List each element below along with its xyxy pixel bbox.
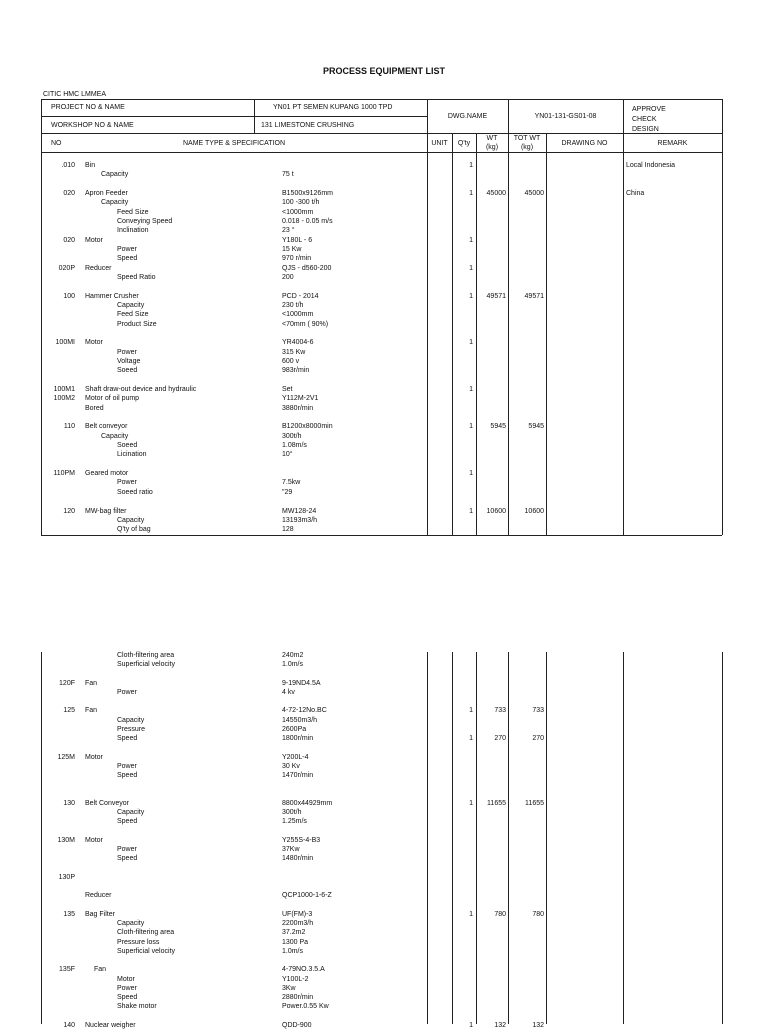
table-row	[0, 348, 768, 357]
item-spec: QCP1000-1-6-Z	[282, 892, 332, 900]
col-no: NO	[51, 140, 62, 147]
item-spec: 1300 Pa	[282, 938, 309, 946]
item-spec: 7.5kw	[282, 479, 301, 487]
item-spec: 37Kw	[282, 846, 300, 854]
item-qty: 1	[469, 707, 473, 715]
item-spec: "29	[282, 488, 293, 496]
dwg-number: YN01-131-GS01-08	[534, 113, 597, 120]
table-row	[0, 771, 768, 780]
project-value: YN01 PT SEMEN KUPANG 1000 TPD	[273, 104, 393, 111]
col-remark: REMARK	[657, 140, 688, 147]
table-row	[0, 310, 768, 319]
table-row	[0, 845, 768, 854]
item-spec: 128	[282, 526, 294, 534]
table-row	[0, 679, 768, 688]
item-name: Cloth-filtering area	[117, 929, 175, 937]
item-qty: 1	[469, 1021, 473, 1029]
item-weight: 5945	[490, 423, 506, 431]
item-name: Fan	[85, 707, 98, 715]
item-name: Fan	[94, 966, 107, 974]
item-no: 100	[63, 292, 75, 300]
item-name: Feed Size	[117, 311, 149, 319]
item-name: MW-bag filter	[85, 507, 127, 515]
item-no: 100M1	[53, 386, 75, 393]
item-qty: 1	[469, 339, 473, 347]
item-spec: 2600Pa	[282, 726, 307, 733]
item-spec: Y180L - 6	[282, 236, 313, 244]
item-spec: Power.0.55 Kw	[282, 1003, 329, 1011]
item-spec: 9-19ND4.5A	[282, 679, 321, 687]
item-spec: QJS - d560-200	[282, 264, 332, 272]
col-drawing-no: DRAWING NO	[561, 140, 608, 147]
item-name: Nuclear weigher	[85, 1021, 136, 1029]
item-spec: 1470r/min	[282, 772, 314, 780]
item-name: Soeed	[117, 367, 138, 375]
item-spec: PCD - 2014	[282, 292, 319, 300]
item-qty: 1	[469, 162, 473, 169]
item-name: Apron Feeder	[85, 190, 128, 198]
table-row	[0, 938, 768, 947]
table-row	[0, 264, 768, 273]
col-qty: Q'ty	[457, 140, 471, 147]
col-totwt: TOT WT	[513, 135, 541, 142]
table-row	[0, 660, 768, 669]
item-spec: 1.0m/s	[282, 947, 304, 955]
item-spec: 75 t	[282, 171, 294, 179]
item-total-weight: 5945	[528, 423, 544, 431]
table-row	[0, 706, 768, 715]
table-row	[0, 254, 768, 263]
item-spec: 37.2m2	[282, 929, 306, 937]
item-total-weight: 10600	[524, 507, 544, 515]
item-total-weight: 45000	[524, 190, 544, 198]
item-spec: 200	[282, 273, 294, 281]
table-row	[0, 301, 768, 310]
item-spec: 4 kv	[282, 689, 295, 696]
item-name: Capacity	[101, 432, 129, 440]
item-name: Power	[117, 984, 137, 992]
item-name: Reducer	[85, 892, 112, 900]
table-row	[0, 469, 768, 478]
item-spec: <1000mm	[282, 208, 314, 216]
table-row	[0, 817, 768, 826]
item-no: 110PM	[53, 470, 75, 478]
item-no: 100M2	[53, 395, 75, 403]
item-spec: QDD-900	[282, 1021, 312, 1029]
item-spec: 240m2	[282, 652, 304, 659]
item-spec: Y255S-4-B3	[282, 836, 321, 844]
item-qty: 1	[469, 735, 473, 743]
item-spec: 13193m3/h	[282, 516, 318, 524]
table-row	[0, 422, 768, 431]
item-spec: B1200x8000min	[282, 423, 333, 431]
item-spec: 2880r/min	[282, 994, 314, 1002]
workshop-label: WORKSHOP NO & NAME	[51, 122, 134, 129]
item-name: Cloth-filtering area	[117, 652, 175, 659]
item-total-weight: 270	[532, 735, 544, 743]
item-total-weight: 49571	[524, 292, 544, 300]
item-spec: 1480r/min	[282, 855, 314, 863]
item-qty: 1	[469, 236, 473, 244]
item-name: Bored	[85, 404, 104, 412]
item-no: 135	[63, 910, 75, 918]
item-spec: 10°	[282, 451, 293, 459]
table-row	[0, 488, 768, 497]
item-spec: Set	[282, 386, 293, 393]
col-totwt-unit: (kg)	[520, 144, 534, 151]
project-label: PROJECT NO & NAME	[51, 104, 125, 111]
item-spec: YR4004-6	[282, 339, 314, 347]
item-spec: Y112M-2V1	[282, 395, 319, 403]
item-name: Motor of oil pump	[85, 395, 140, 403]
item-no: 125M	[57, 753, 75, 761]
item-qty: 1	[469, 507, 473, 515]
item-name: Hammer Crusher	[85, 292, 139, 300]
item-weight: 45000	[486, 190, 506, 198]
item-name: Speed	[117, 772, 138, 780]
item-name: Speed	[117, 994, 138, 1002]
item-name: Power	[117, 689, 137, 696]
item-name: Capacity	[117, 919, 145, 927]
table-row	[0, 357, 768, 366]
item-spec: B1500x9126mm	[282, 190, 333, 198]
table-row	[0, 245, 768, 254]
item-spec: 23 °	[282, 227, 295, 235]
table-row	[0, 161, 768, 170]
item-name: Geared motor	[85, 470, 129, 478]
item-spec: 1.0m/s	[282, 661, 304, 669]
item-spec: 1.08m/s	[282, 442, 307, 449]
table-row	[0, 385, 768, 394]
item-no: 130M	[57, 836, 75, 844]
item-name: Motor	[85, 339, 103, 347]
item-name: Motor	[85, 753, 103, 761]
table-row	[0, 716, 768, 725]
item-name: Speed	[117, 735, 138, 743]
item-weight: 11655	[487, 799, 506, 807]
table-row	[0, 762, 768, 771]
table-row	[0, 919, 768, 928]
item-spec: 600 v	[282, 357, 300, 365]
item-name: Speed Ratio	[117, 273, 156, 281]
item-spec: 315 Kw	[282, 348, 306, 356]
item-qty: 1	[469, 423, 473, 431]
table-row	[0, 836, 768, 845]
item-spec: 100 -300 t/h	[282, 199, 320, 207]
item-spec: 1800r/min	[282, 735, 314, 743]
item-name: Voltage	[117, 357, 141, 365]
table-row	[0, 753, 768, 762]
table-row	[0, 516, 768, 525]
item-spec: 4-79NO.3.5.A	[282, 966, 325, 974]
item-name: Inclination	[117, 227, 149, 235]
item-name: Pressure loss	[117, 938, 160, 946]
item-total-weight: 11655	[525, 799, 544, 807]
item-no: 130	[63, 799, 75, 807]
item-total-weight: 780	[532, 910, 544, 918]
table-row	[0, 854, 768, 863]
item-name: Speed	[117, 255, 138, 263]
item-name: Power	[117, 763, 137, 770]
col-unit: UNIT	[431, 140, 448, 147]
item-spec: 2200m3/h	[282, 919, 314, 927]
table-row	[0, 928, 768, 937]
item-spec: <1000mm	[282, 311, 314, 319]
table-row	[0, 993, 768, 1002]
item-name: Power	[117, 348, 137, 356]
check-label: CHECK	[632, 116, 657, 123]
workshop-value: 131 LIMESTONE CRUSHING	[261, 122, 355, 129]
item-name: Reducer	[85, 264, 112, 272]
item-name: Capacity	[117, 716, 145, 724]
table-row	[0, 651, 768, 660]
table-row	[0, 441, 768, 450]
item-name: Capacity	[117, 809, 145, 817]
table-row	[0, 975, 768, 984]
table-row	[0, 292, 768, 301]
item-name: Belt conveyor	[85, 423, 128, 431]
item-qty: 1	[469, 910, 473, 918]
item-name: Capacity	[117, 301, 145, 309]
table-row	[0, 208, 768, 217]
item-spec: 8800x44929mm	[282, 799, 333, 807]
table-row	[0, 1002, 768, 1011]
item-spec: 983r/min	[282, 367, 310, 375]
item-no: 020	[63, 190, 75, 198]
table-row	[0, 394, 768, 403]
item-name: Shake motor	[117, 1003, 157, 1011]
table-row	[0, 873, 768, 882]
item-spec: 230 t/h	[282, 301, 304, 309]
item-weight: 733	[494, 707, 506, 715]
page-title: PROCESS EQUIPMENT LIST	[322, 66, 445, 76]
item-spec: 970 r/min	[282, 255, 312, 263]
table-row	[0, 507, 768, 516]
item-name: Feed Size	[117, 208, 149, 216]
item-spec: 300t/h	[282, 432, 302, 440]
item-name: Shaft draw-out device and hydraulic	[85, 386, 197, 393]
item-spec: 0.018 - 0.05 m/s	[282, 218, 333, 225]
item-name: Motor	[117, 975, 135, 983]
table-row	[0, 984, 768, 993]
table-row	[0, 734, 768, 743]
table-row	[0, 478, 768, 487]
item-spec: 1.25m/s	[282, 818, 307, 826]
table-row	[0, 688, 768, 697]
item-name: Motor	[85, 836, 103, 844]
item-no: 125	[63, 707, 75, 715]
item-no: 110	[63, 423, 75, 431]
item-no: 140	[63, 1021, 75, 1029]
col-wt: WT	[486, 135, 498, 142]
table-row	[0, 450, 768, 459]
item-name: Superficial velocity	[117, 947, 175, 955]
dwg-name-label: DWG.NAME	[447, 113, 488, 120]
item-weight: 270	[494, 735, 506, 743]
item-name: Motor	[85, 236, 103, 244]
item-spec: 300t/h	[282, 809, 302, 817]
item-name: Power	[117, 245, 137, 253]
item-qty: 1	[469, 190, 473, 198]
item-weight: 132	[494, 1021, 506, 1029]
item-weight: 780	[494, 910, 506, 918]
table-row	[0, 725, 768, 734]
table-row	[0, 965, 768, 974]
item-qty: 1	[469, 799, 473, 807]
item-name: Speed	[117, 855, 138, 863]
item-no: 020P	[58, 264, 75, 272]
table-row	[0, 910, 768, 919]
col-wt-unit: (kg)	[485, 144, 499, 151]
item-no: 120	[63, 507, 75, 515]
table-row	[0, 366, 768, 375]
item-name: Capacity	[101, 199, 129, 207]
item-name: Speed	[117, 818, 138, 826]
table-row	[0, 525, 768, 534]
item-qty: 1	[469, 264, 473, 272]
table-row	[0, 236, 768, 245]
item-name: Capacity	[101, 171, 129, 179]
item-no: .010	[61, 162, 75, 169]
item-remark: Local Indonesia	[626, 162, 676, 169]
item-spec: 3Kw	[282, 984, 296, 992]
item-name: Bin	[85, 162, 96, 169]
item-name: Capacity	[117, 516, 145, 524]
table-row	[0, 198, 768, 207]
item-no: 135F	[59, 966, 75, 974]
item-name: Superficial velocity	[117, 661, 175, 669]
table-row	[0, 273, 768, 282]
item-qty: 1	[469, 292, 473, 300]
item-name: Power	[117, 479, 137, 487]
item-spec: 14550m3/h	[282, 716, 318, 724]
table-row	[0, 1021, 768, 1030]
item-spec: Y200L-4	[282, 753, 309, 761]
table-row	[0, 170, 768, 179]
item-no: 100MI	[55, 339, 75, 347]
approve-label: APPROVE	[632, 106, 666, 113]
design-label: DESIGN	[632, 126, 659, 133]
item-name: Soeed	[117, 442, 138, 449]
table-row	[0, 404, 768, 413]
item-name: Power	[117, 846, 137, 854]
item-remark: China	[626, 190, 645, 198]
item-no: 130P	[58, 873, 75, 881]
item-weight: 10600	[486, 507, 506, 515]
table-row	[0, 799, 768, 808]
item-spec: 30 Kv	[282, 763, 300, 770]
item-qty: 1	[469, 470, 473, 478]
item-spec: 15 Kw	[282, 245, 302, 253]
item-no: 120F	[59, 679, 75, 687]
item-weight: 49571	[486, 292, 506, 300]
table-row	[0, 189, 768, 198]
table-row	[0, 338, 768, 347]
item-name: Q'ty of bag	[117, 526, 151, 534]
item-name: Fan	[85, 679, 98, 687]
table-row	[0, 808, 768, 817]
item-name: Soeed ratio	[117, 488, 153, 496]
item-name: Conveying Speed	[117, 218, 173, 225]
item-spec: Y100L-2	[282, 975, 309, 983]
company-name: CITIC HMC LMMEA	[43, 91, 106, 98]
item-total-weight: 132	[532, 1021, 544, 1029]
item-name: Product Size	[117, 320, 157, 328]
table-row	[0, 891, 768, 900]
table-row	[0, 217, 768, 226]
item-name: Bag Filter	[85, 910, 115, 918]
item-name: Pressure	[117, 726, 146, 733]
table-row	[0, 320, 768, 329]
item-name: Licination	[117, 451, 147, 459]
item-spec: 4-72-12No.BC	[282, 707, 327, 715]
item-qty: 1	[469, 386, 473, 393]
col-name-spec: NAME TYPE & SPECIFICATION	[182, 140, 286, 147]
item-spec: MW128-24	[282, 507, 317, 515]
table-row	[0, 947, 768, 956]
item-name: Belt Conveyor	[85, 799, 129, 807]
table-row	[0, 432, 768, 441]
item-spec: <70mm ( 90%)	[282, 320, 329, 328]
table-row	[0, 226, 768, 235]
item-spec: UF(FM)-3	[282, 910, 313, 918]
item-total-weight: 733	[532, 707, 544, 715]
item-no: 020	[63, 236, 75, 244]
item-spec: 3880r/min	[282, 404, 314, 412]
